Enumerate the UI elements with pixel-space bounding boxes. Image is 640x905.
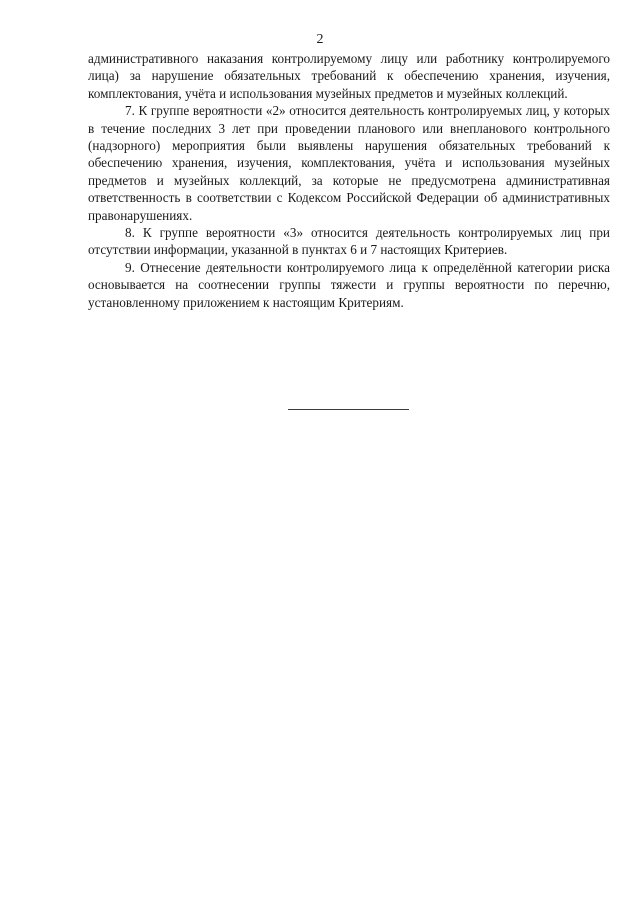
page-number: 2 [316,32,324,47]
paragraph-continuation: административного наказания контролируемому лицу или работнику контролируемого лица) за нарушение обязательных требований к обеспечению хранения, изучения, комплектования, учёта и использования музейных предметов и музейных коллекций. [88,51,610,101]
paragraph-item-9: 9. Отнесение деятельности контролируемого лица к определённой категории риска основывается на соотнесении группы тяжести и группы вероятности по перечню, установленному приложением к настоящим Критериям. [88,259,610,310]
document-body [88,50,610,311]
end-separator-line [288,409,409,410]
paragraph-item-8: 8. К группе вероятности «3» относится деятельность контролируемых лиц при отсутствии информации, указанной в пунктах 6 и 7 настоящих Критериев. [88,225,610,258]
paragraph-item-7: 7. К группе вероятности «2» относится деятельность контролируемых лиц, у которых в течение последних 3 лет при проведении планового или внепланового контрольного (надзорного) мероприятия были выявлены нарушения обязательных требований к обеспечению хранения, изучения, комплектования, учёта и использования музейных предметов и музейных коллекций, за которые не предусмотрена административная ответственность в соответствии с Кодексом Российской Федерации об административных правонарушениях. [88,103,610,223]
